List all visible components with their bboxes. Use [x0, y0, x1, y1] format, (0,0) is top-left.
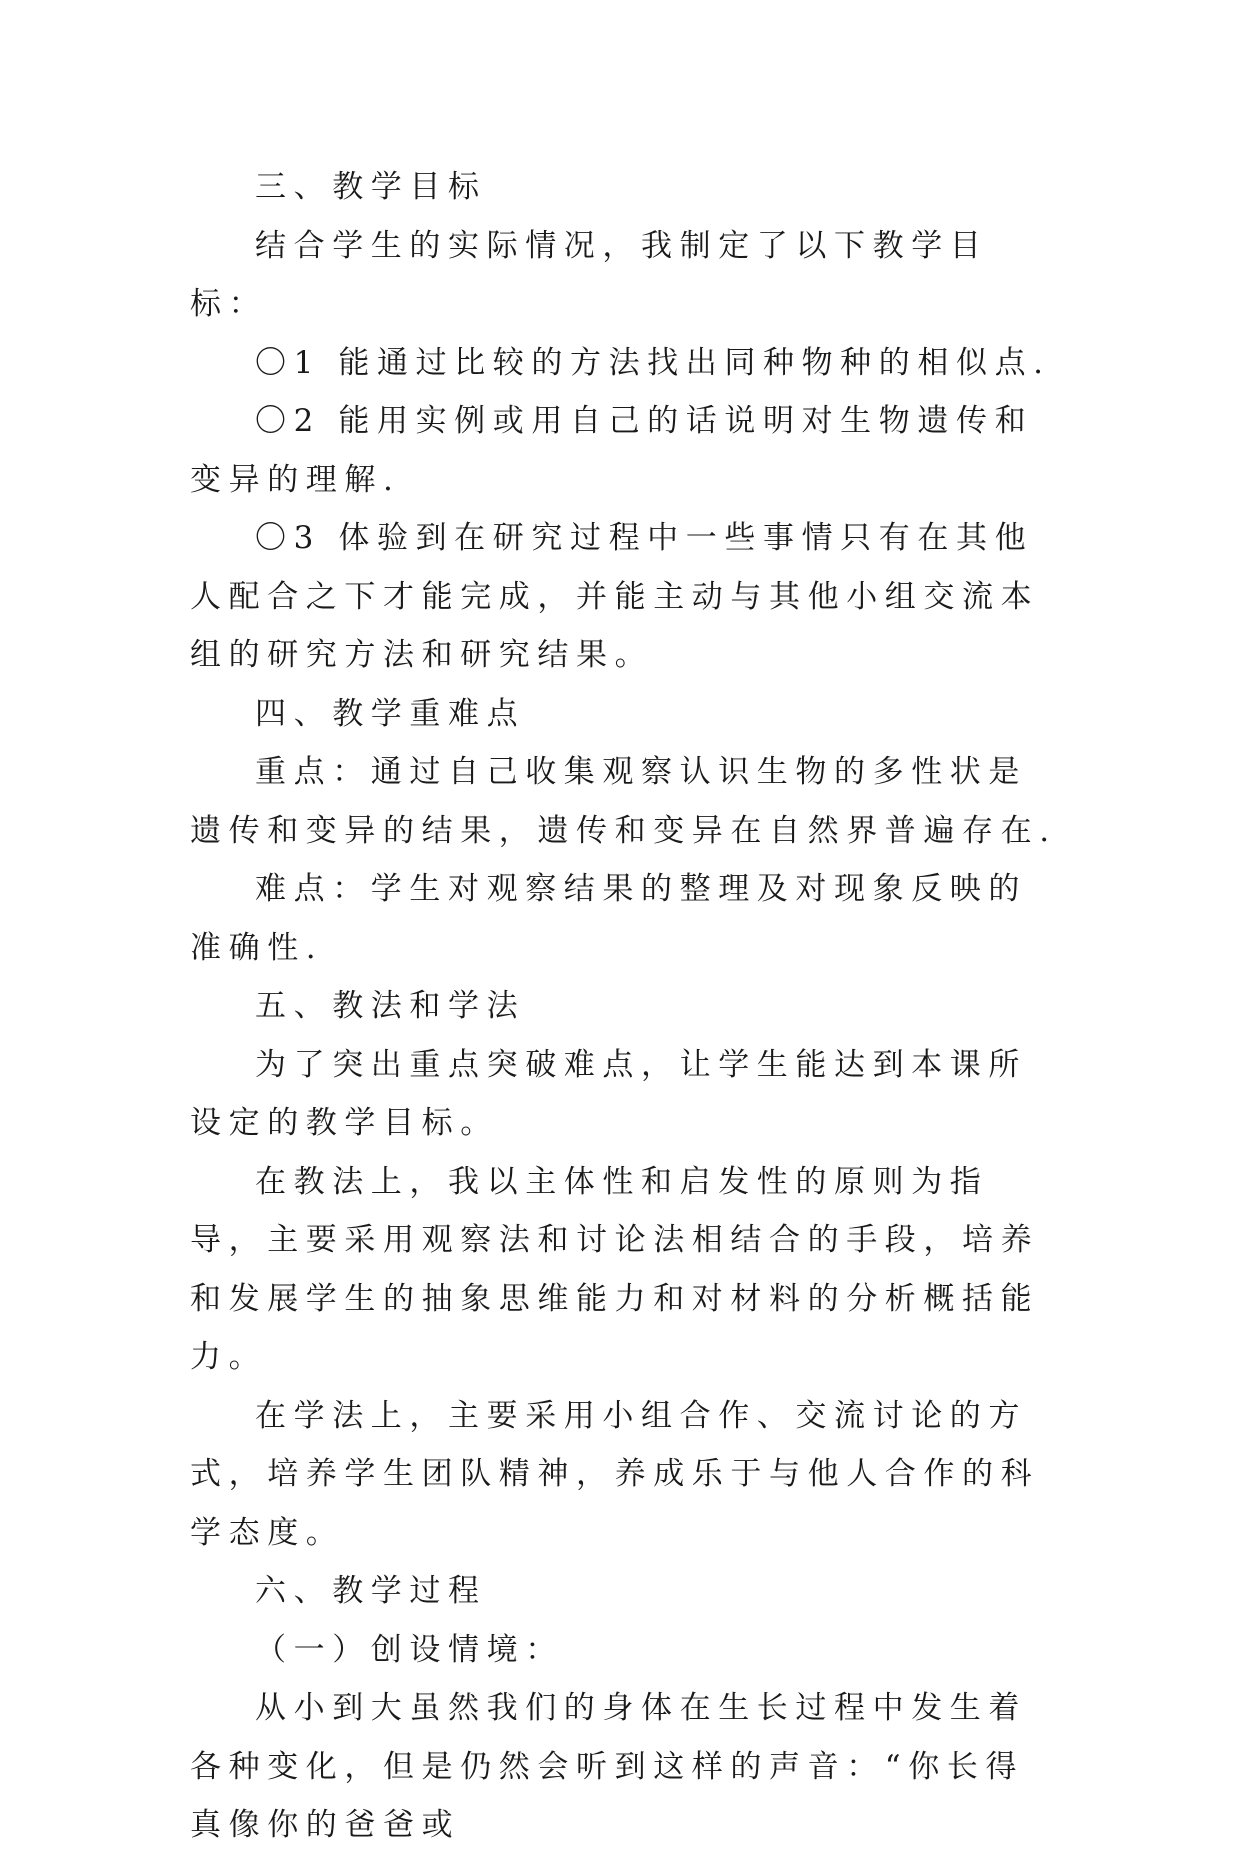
situation-text: 从小到大虽然我们的身体在生长过程中发生着各种变化，但是仍然会听到这样的声音：“你长得真像你的爸爸或: [190, 1690, 1027, 1843]
objectives-intro: 结合学生的实际情况，我制定了以下教学目标：: [190, 227, 989, 322]
methods-intro: 为了突出重点突破难点，让学生能达到本课所设定的教学目标。: [190, 1046, 1027, 1141]
key-point: 重点：通过自己收集观察认识生物的多性状是遗传和变异的结果，遗传和变异在自然界普遍存在.: [190, 754, 1057, 849]
heading-teaching-objectives: 三、教学目标: [255, 169, 487, 205]
heading-teaching-process: 六、教学过程: [255, 1573, 487, 1609]
subheading-create-situation: （一）创设情境：: [255, 1631, 564, 1668]
learning-method: 在学法上，主要采用小组合作、交流讨论的方式，培养学生团队精神，养成乐于与他人合作的科学态度。: [190, 1397, 1040, 1551]
heading-methods: 五、教法和学法: [255, 988, 526, 1024]
difficult-point: 难点：学生对观察结果的整理及对现象反映的准确性.: [190, 871, 1027, 966]
heading-key-difficult-points: 四、教学重难点: [255, 695, 526, 732]
teaching-method: 在教法上，我以主体性和启发性的原则为指导，主要采用观察法和讨论法相结合的手段，培养和发展学生的抽象思维能力和对材料的分析概括能力。: [190, 1163, 1040, 1375]
document-body: [190, 158, 1060, 1855]
objective-2: 〇2 能用实例或用自己的话说明对生物遗传和变异的理解.: [190, 403, 1034, 498]
objective-1: 〇1 能通过比较的方法找出同种物种的相似点.: [255, 344, 1051, 381]
objective-3: 〇3 体验到在研究过程中一些事情只有在其他人配合之下才能完成，并能主动与其他小组交流本组的研究方法和研究结果。: [190, 520, 1040, 673]
